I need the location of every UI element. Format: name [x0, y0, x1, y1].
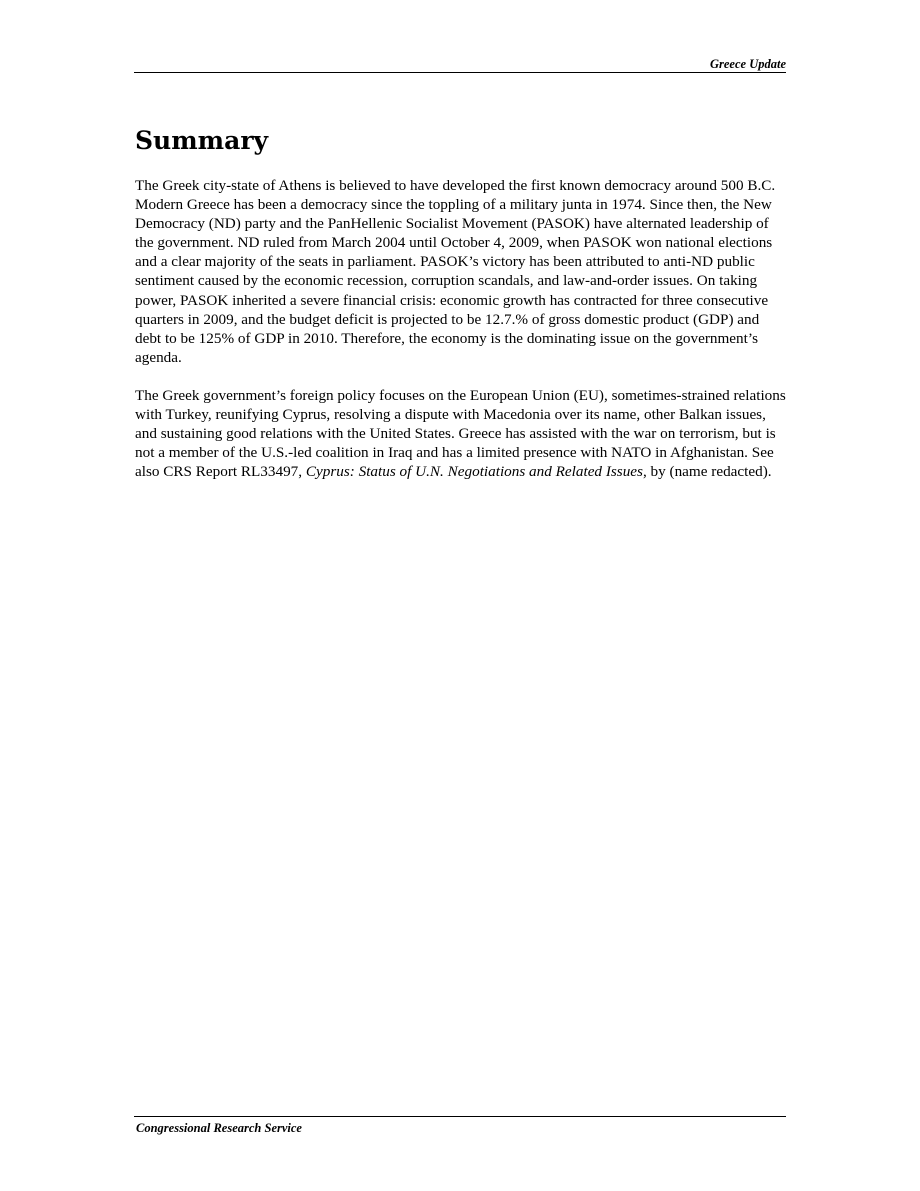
running-header: Greece Update [709, 57, 786, 71]
footer-rule [134, 1116, 786, 1117]
summary-body [135, 176, 787, 500]
summary-paragraph-2 [135, 386, 787, 481]
paragraph-2-text: The Greek government’s foreign policy focuses on the European Union (EU), sometimes-strained relations with Turkey, reunifying Cyprus, resolving a dispute with Macedonia over its name, other Balkan issues, and sustaining good relations with the United States. Greece has assisted with the war on terrorism, but is not a member of the U.S.-led coalition in Iraq and has a limited presence with NATO in Afghanistan. See also CRS Report RL33497, [135, 386, 786, 481]
report-title: Cyprus: Status of U.N. Negotiations and Related Issues [305, 463, 643, 481]
paragraph-2-tail: , by (name redacted). [642, 463, 772, 481]
running-footer: Congressional Research Service [136, 1121, 302, 1135]
summary-paragraph-1: The Greek city-state of Athens is believed to have developed the first known democracy around 500 B.C. Modern Greece has been a democracy since the toppling of a military junta in 1974. Since then, the New Democracy (ND) party and the PanHellenic Socialist Movement (PASOK) have alternated leadership of the government. ND ruled from March 2004 until October 4, 2009, when PASOK won national elections and a clear majority of the seats in parliament. PASOK’s victory has been attributed to anti-ND public sentiment caused by the economic recession, corruption scandals, and law-and-order issues. On taking power, PASOK inherited a severe financial crisis: economic growth has contracted for three consecutive quarters in 2009, and the budget deficit is projected to be 12.7.% of gross domestic product (GDP) and debt to be 125% of GDP in 2010. Therefore, the economy is the dominating issue on the government’s agenda. [135, 177, 776, 366]
header-rule [134, 72, 786, 73]
section-title: Summary [135, 126, 269, 155]
